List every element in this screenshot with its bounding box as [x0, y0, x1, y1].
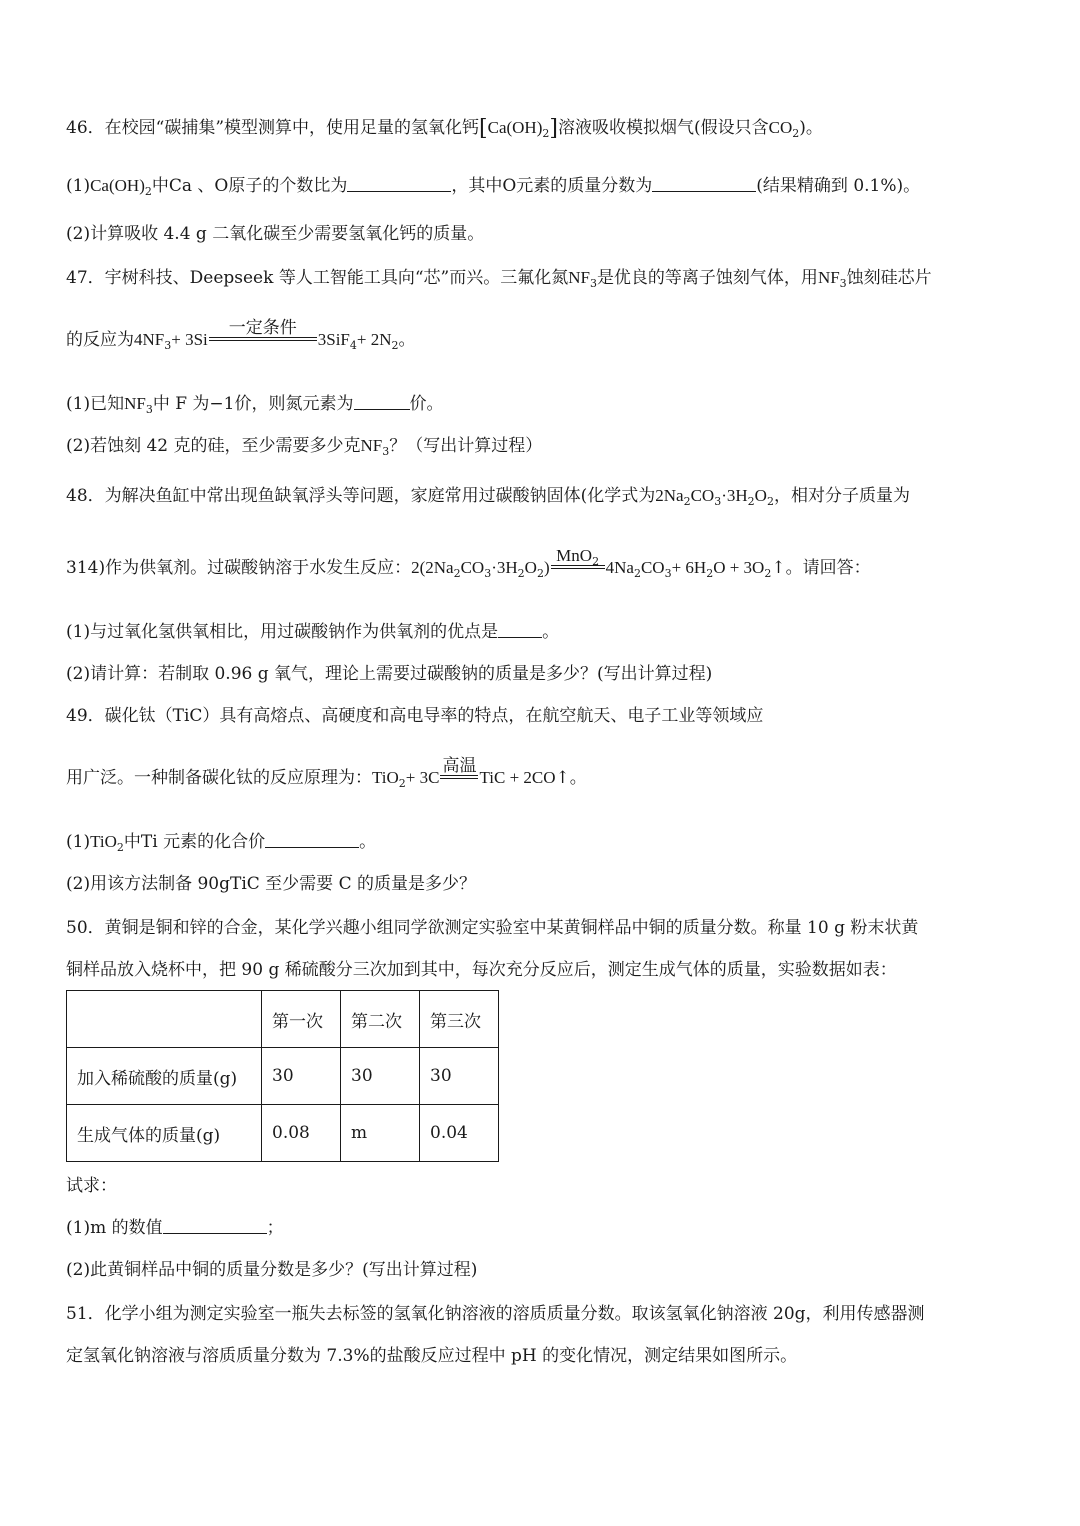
q51-line2: 定氢氧化钠溶液与溶质质量分数为 7.3%的盐酸反应过程中 pH 的变化情况，测定结果如图所示。 — [66, 1346, 798, 1366]
q46-part1: $(1)Ca(OH)_2$中Ca 、O原子的个数比为 ，其中O元素的质量分数为 (结果精确到 0.1%)。 — [66, 176, 921, 198]
q47-reaction: 的反应为$4NF_3+ 3Si$ 一定条件 $3SiF_4+ 2N_2$。 — [66, 318, 416, 352]
q48-reaction: 314)作为供氧剂。过碳酸钠溶于水发生反应：$2(2Na_2CO_3\cdot 3H_2O_2)$ MnO$_2$ $4Na_2CO_3+ 6H_2O$ + $3O_2↑$。请回答： — [66, 546, 871, 580]
reaction-condition: 高温 — [440, 771, 478, 779]
answer-blank[interactable] — [498, 621, 542, 638]
q48-part1: (1)与过氧化氢供氧相比，用过碳酸钠作为供氧剂的优点是 。 — [66, 622, 560, 642]
table-row — [67, 1048, 499, 1105]
table-cell: 0.04 — [420, 1105, 499, 1162]
table-header-cell — [67, 991, 262, 1048]
table-header-row — [67, 991, 499, 1048]
table-cell: 0.08 — [262, 1105, 341, 1162]
answer-blank[interactable] — [163, 1217, 267, 1234]
q47-part1: (1)已知$NF_3$中 F 为−1价，则氮元素为 价。 — [66, 394, 444, 416]
table-header-cell: 第三次 — [420, 991, 499, 1048]
q48-stem: 48．为解决鱼缸中常出现鱼缺氧浮头等问题，家庭常用过碳酸钠固体(化学式为$2Na_2CO_3\cdot 3H_2O_2$，相对分子质量为 — [66, 486, 910, 508]
q46-part2: (2)计算吸收 4.4 g 二氧化碳至少需要氢氧化钙的质量。 — [66, 224, 485, 244]
q49-part1: (1)TiO$_2$中Ti 元素的化合价 。 — [66, 832, 377, 854]
reaction-condition: MnO$_2$ — [551, 561, 605, 569]
table-cell: m — [341, 1105, 420, 1162]
answer-blank[interactable] — [265, 831, 359, 848]
table-header-cell: 第二次 — [341, 991, 420, 1048]
q50-ask: 试求： — [66, 1176, 117, 1196]
q49-stem: 49．碳化钛（TiC）具有高熔点、高硬度和高电导率的特点，在航空航天、电子工业等领域应 — [66, 706, 764, 726]
table-cell: 30 — [420, 1048, 499, 1105]
q50-part1: (1)m 的数值 ； — [66, 1218, 284, 1238]
table-header-cell: 第一次 — [262, 991, 341, 1048]
table-cell: 30 — [341, 1048, 420, 1105]
q46-stem: 46．在校园“碳捕集”模型测算中，使用足量的氢氧化钙$[Ca(OH)_2]$溶液吸收模拟烟气(假设只含$CO_2$)。 — [66, 116, 823, 141]
table-cell: 30 — [262, 1048, 341, 1105]
answer-blank[interactable] — [652, 175, 756, 192]
reaction-condition: 一定条件 — [209, 333, 317, 341]
q47-stem: 47．宇树科技、Deepseek 等人工智能工具向“芯”而兴。三氟化氮$NF_3$是优良的等离子蚀刻气体，用$NF_3$蚀刻硅芯片 — [66, 268, 932, 290]
q47-part2: (2)若蚀刻 42 克的硅，至少需要多少克$NF_3$？（写出计算过程） — [66, 436, 543, 458]
table-cell: 加入稀硫酸的质量(g) — [67, 1048, 262, 1105]
answer-blank[interactable] — [354, 393, 410, 410]
answer-blank[interactable] — [347, 175, 451, 192]
q51-line1: 51．化学小组为测定实验室一瓶失去标签的氢氧化钠溶液的溶质质量分数。取该氢氧化钠溶液 20g，利用传感器测 — [66, 1304, 925, 1324]
q49-part2: (2)用该方法制备 90gTiC 至少需要 C 的质量是多少？ — [66, 874, 476, 894]
q50-line2: 铜样品放入烧杯中，把 90 g 稀硫酸分三次加到其中，每次充分反应后，测定生成气体的质量，实验数据如表： — [66, 960, 897, 980]
q49-reaction: 用广泛。一种制备碳化钛的反应原理为：TiO$_2$+ 3C 高温 TiC + 2CO↑。 — [66, 756, 587, 790]
table-cell: 生成气体的质量(g) — [67, 1105, 262, 1162]
q50-part2: (2)此黄铜样品中铜的质量分数是多少？(写出计算过程) — [66, 1260, 478, 1280]
experiment-data-table — [66, 990, 499, 1162]
q48-part2: (2)请计算：若制取 0.96 g 氧气，理论上需要过碳酸钠的质量是多少？(写出计算过程) — [66, 664, 713, 684]
q50-line1: 50．黄铜是铜和锌的合金，某化学兴趣小组同学欲测定实验室中某黄铜样品中铜的质量分数。称量 10 g 粉末状黄 — [66, 918, 919, 938]
table-row — [67, 1105, 499, 1162]
